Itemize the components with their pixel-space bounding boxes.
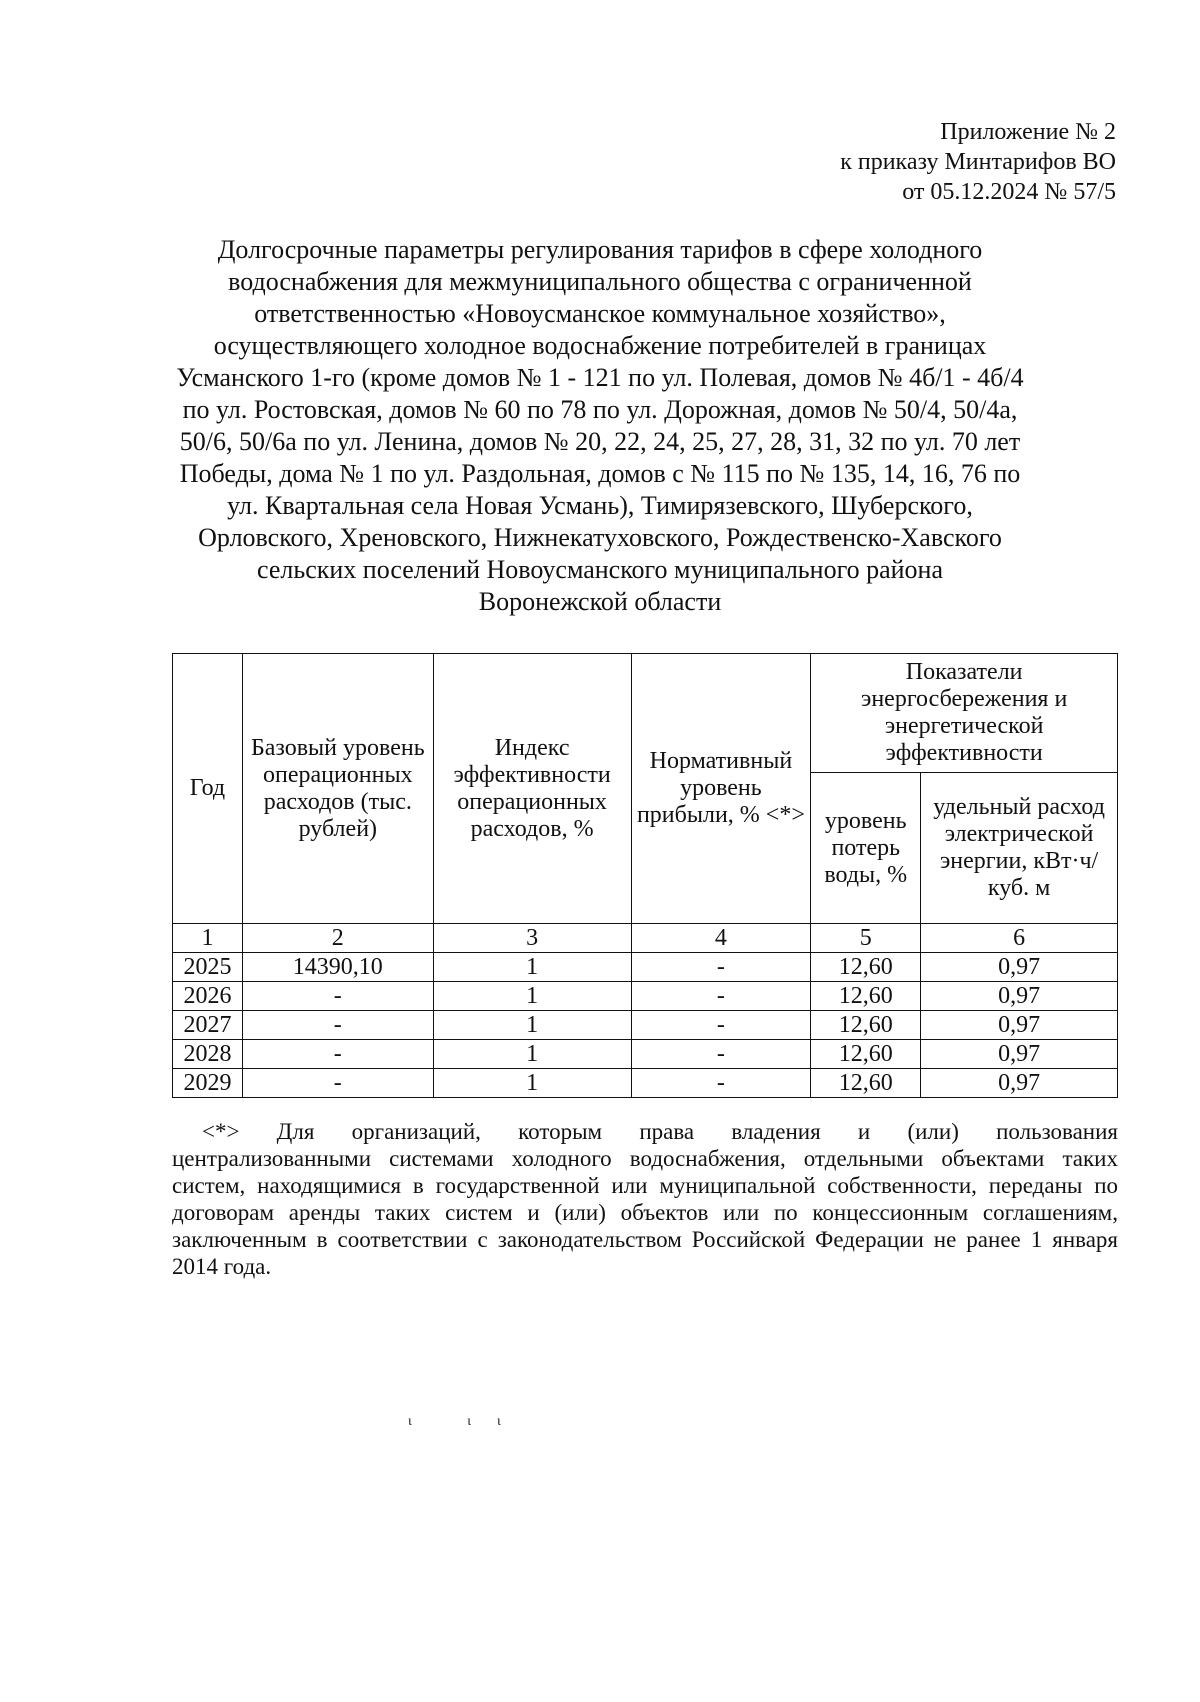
title-line: Усманского 1-го (кроме домов № 1 - 121 по ул. Полевая, домов № 4б/1 - 4б/4 bbox=[176, 363, 1024, 392]
title-line: Победы, дома № 1 по ул. Раздольная, домов с № 115 по № 135, 14, 16, 76 по bbox=[179, 459, 1021, 488]
cell-profit-level: - bbox=[631, 1040, 811, 1069]
cell-efficiency-index: 1 bbox=[433, 953, 631, 982]
header-year: Год bbox=[173, 654, 243, 924]
header-water-loss: уровень потерь воды, % bbox=[811, 773, 921, 924]
column-number: 5 bbox=[811, 924, 921, 953]
cell-electricity: 0,97 bbox=[921, 1011, 1118, 1040]
header-efficiency-index: Индекс эффективности операционных расходов, % bbox=[433, 654, 631, 924]
header-electricity: удельный расход электрической энергии, кВт·ч/куб. м bbox=[921, 773, 1118, 924]
footnote-line: договорам аренды таких систем и (или) объектов или по концессионным соглашениям, bbox=[172, 1200, 1118, 1225]
cell-year: 2027 bbox=[173, 1011, 243, 1040]
appendix-reference bbox=[696, 117, 1116, 207]
appendix-date: от 05.12.2024 № 57/5 bbox=[902, 179, 1116, 205]
document-title bbox=[150, 234, 1050, 618]
header-profit-level: Нормативный уровень прибыли, % <*> bbox=[631, 654, 811, 924]
cell-water-loss: 12,60 bbox=[811, 982, 921, 1011]
header-energy-group: Показатели энергосбережения и энергетической эффективности bbox=[811, 654, 1118, 773]
table-row bbox=[173, 1069, 1118, 1098]
footnote-line: централизованными системами холодного водоснабжения, отдельными объектами таких bbox=[172, 1146, 1118, 1171]
footnote bbox=[172, 1118, 1118, 1280]
cell-electricity: 0,97 bbox=[921, 1069, 1118, 1098]
appendix-number: Приложение № 2 bbox=[940, 119, 1116, 145]
table-row bbox=[173, 1040, 1118, 1069]
footnote-line: 2014 года. bbox=[172, 1254, 272, 1279]
cell-profit-level: - bbox=[631, 982, 811, 1011]
table-row bbox=[173, 1011, 1118, 1040]
cell-year: 2028 bbox=[173, 1040, 243, 1069]
cell-profit-level: - bbox=[631, 953, 811, 982]
cell-efficiency-index: 1 bbox=[433, 982, 631, 1011]
cell-water-loss: 12,60 bbox=[811, 953, 921, 982]
footnote-line: <*> Для организаций, которым права владения и (или) пользования bbox=[202, 1119, 1118, 1144]
title-line: осуществляющего холодное водоснабжение потребителей в границах bbox=[213, 331, 987, 360]
column-number: 1 bbox=[173, 924, 243, 953]
column-number: 6 bbox=[921, 924, 1118, 953]
cell-electricity: 0,97 bbox=[921, 953, 1118, 982]
cell-base-level: - bbox=[242, 1040, 433, 1069]
cell-profit-level: - bbox=[631, 1069, 811, 1098]
header-base-level: Базовый уровень операционных расходов (тыс. рублей) bbox=[242, 654, 433, 924]
title-line: Долгосрочные параметры регулирования тарифов в сфере холодного bbox=[217, 235, 983, 264]
title-line: водоснабжения для межмуниципального общества с ограниченной bbox=[228, 267, 972, 296]
title-line: 50/6, 50/6а по ул. Ленина, домов № 20, 22, 24, 25, 27, 28, 31, 32 по ул. 70 лет bbox=[179, 427, 1021, 456]
title-line: ул. Квартальная села Новая Усмань), Тимирязевского, Шуберского, bbox=[227, 491, 973, 520]
cell-base-level: - bbox=[242, 982, 433, 1011]
parameters-table bbox=[172, 653, 1118, 1098]
footnote-line: заключенным в соответствии с законодательством Российской Федерации не ранее 1 января bbox=[172, 1227, 1118, 1252]
title-line: Воронежской области bbox=[478, 587, 722, 616]
table-row bbox=[173, 982, 1118, 1011]
cell-profit-level: - bbox=[631, 1011, 811, 1040]
appendix-order: к приказу Минтарифов ВО bbox=[840, 149, 1116, 175]
table-row bbox=[173, 953, 1118, 982]
cell-year: 2026 bbox=[173, 982, 243, 1011]
cell-year: 2025 bbox=[173, 953, 243, 982]
cell-efficiency-index: 1 bbox=[433, 1069, 631, 1098]
cell-water-loss: 12,60 bbox=[811, 1069, 921, 1098]
cell-water-loss: 12,60 bbox=[811, 1011, 921, 1040]
title-line: по ул. Ростовская, домов № 60 по 78 по ул. Дорожная, домов № 50/4, 50/4а, bbox=[182, 395, 1018, 424]
cell-electricity: 0,97 bbox=[921, 1040, 1118, 1069]
cell-efficiency-index: 1 bbox=[433, 1011, 631, 1040]
column-number: 3 bbox=[433, 924, 631, 953]
title-line: сельских поселений Новоусманского муниципального района bbox=[256, 555, 944, 584]
stray-scan-marks: ι ιι bbox=[408, 1414, 527, 1429]
title-line: ответственностью «Новоусманское коммунальное хозяйство», bbox=[254, 299, 946, 328]
column-number: 4 bbox=[631, 924, 811, 953]
cell-year: 2029 bbox=[173, 1069, 243, 1098]
cell-electricity: 0,97 bbox=[921, 982, 1118, 1011]
cell-base-level: - bbox=[242, 1069, 433, 1098]
column-number-row bbox=[173, 924, 1118, 953]
cell-efficiency-index: 1 bbox=[433, 1040, 631, 1069]
footnote-line: систем, находящимися в государственной или муниципальной собственности, переданы по bbox=[172, 1173, 1118, 1198]
cell-base-level: - bbox=[242, 1011, 433, 1040]
title-line: Орловского, Хреновского, Нижнекатуховского, Рождественско-Хавского bbox=[198, 523, 1002, 552]
cell-base-level: 14390,10 bbox=[242, 953, 433, 982]
column-number: 2 bbox=[242, 924, 433, 953]
cell-water-loss: 12,60 bbox=[811, 1040, 921, 1069]
